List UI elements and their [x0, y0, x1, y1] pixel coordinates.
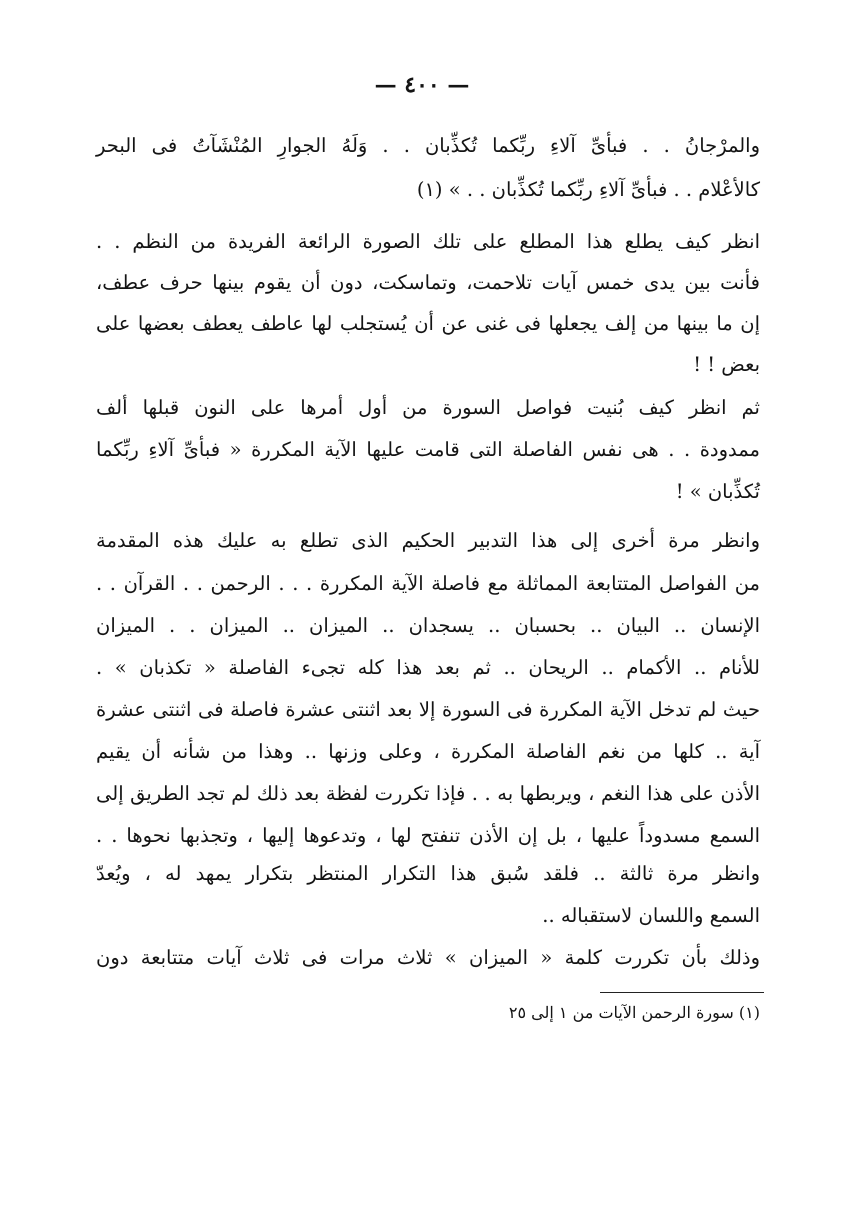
- text-line-5: إن ما بينها من إلف يجعلها فى غنى عن أن يُستجلب لها عاطف يعطف بعضها على: [96, 312, 760, 335]
- text-line-17: السمع مسدوداً عليها ، بل إن الأذن تنفتح لها ، وتدعوها إليها ، وتجذبها نحوها . .: [96, 824, 760, 847]
- text-line-15: آية .. كلها من نغم الفاصلة المكررة ، وعلى وزنها .. وهذا من شأنه أن يقيم: [96, 740, 760, 763]
- text-line-6: بعض ! !: [693, 353, 760, 376]
- text-line-19: السمع واللسان لاستقباله ..: [542, 904, 760, 927]
- text-line-18: وانظر مرة ثالثة .. فلقد سُبق هذا التكرار المنتظر بتكرار يمهد له ، ويُعدّ: [96, 862, 760, 885]
- text-line-1: والمرْجانُ . . فبأىِّ آلاءِ ربِّكما تُكذِّبان . . وَلَهُ الجوارِ المُنْشَآتُ فى البحر: [96, 134, 760, 157]
- text-line-3: انظر كيف يطلع هذا المطلع على تلك الصورة الرائعة الفريدة من النظم . .: [96, 230, 760, 253]
- footnote-divider: [600, 992, 764, 993]
- text-line-2: كالأعْلام . . فبأىِّ آلاءِ ربِّكما تُكذِّبان . . » (١): [416, 178, 760, 201]
- text-line-9: تُكذِّبان » !: [675, 480, 760, 503]
- text-line-10: وانظر مرة أخرى إلى هذا التدبير الحكيم الذى تطلع به عليك هذه المقدمة: [96, 529, 760, 552]
- text-line-14: حيث لم تدخل الآية المكررة فى السورة إلا بعد اثنتى عشرة فاصلة فى اثنتى عشرة: [96, 698, 760, 721]
- text-line-12: الإنسان .. البيان .. بحسبان .. يسجدان .. الميزان .. الميزان . . الميزان: [96, 614, 760, 637]
- text-line-7: ثم انظر كيف بُنيت فواصل السورة من أول أمرها على النون قبلها ألف: [96, 396, 760, 419]
- text-line-20: وذلك بأن تكررت كلمة « الميزان » ثلاث مرات فى ثلاث آيات متتابعة دون: [96, 946, 760, 969]
- text-line-4: فأنت بين يدى خمس آيات تلاحمت، وتماسكت، دون أن يقوم بينها حرف عطف،: [96, 271, 760, 294]
- text-line-8: ممدودة . . هى نفس الفاصلة التى قامت عليها الآية المكررة « فبأىِّ آلاءِ ربِّكما: [96, 438, 760, 461]
- text-line-11: من الفواصل المتتابعة المماثلة مع فاصلة الآية المكررة . . . الرحمن . . القرآن . .: [96, 572, 760, 595]
- text-line-16: الأذن على هذا النغم ، ويربطها به . . فإذا تكررت لفظة بعد ذلك لم تجد الطريق إلى: [96, 782, 760, 805]
- text-line-13: للأنام .. الأكمام .. الريحان .. ثم بعد هذا كله تجىء الفاصلة « تكذبان » .: [96, 656, 760, 679]
- footnote: (١) سورة الرحمن الآيات من ١ إلى ٢٥: [508, 1003, 760, 1022]
- page-number: — ٤٠٠ —: [374, 72, 470, 98]
